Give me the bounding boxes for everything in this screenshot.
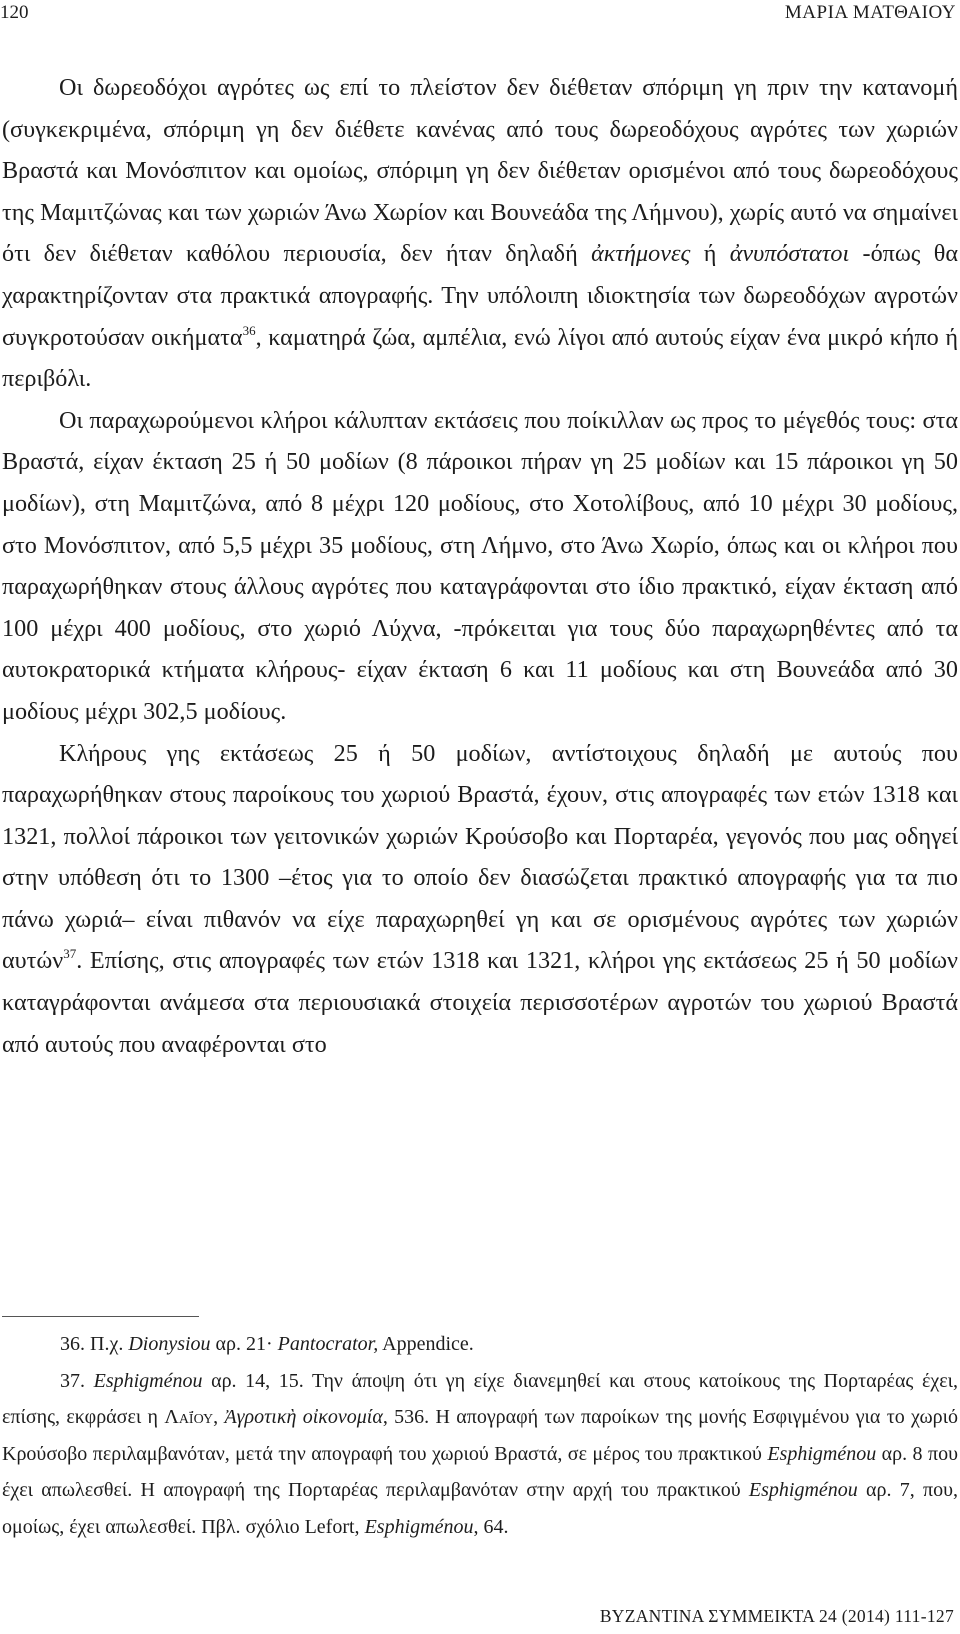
term-anypostatoi: ἀνυπόστατοι (729, 240, 850, 268)
footnote-ref-37[interactable]: 37 (63, 946, 77, 962)
footnote-37-text-g: , 64. (473, 1515, 509, 1538)
paragraph-1 (2, 67, 958, 400)
paragraph-1-text-d: , καματηρά ζώα, αμπέλια, ενώ λίγοι από αυτούς είχαν ένα μικρό κήπο ή περιβόλι. (2, 323, 958, 393)
paragraph-1-text-b: ή (690, 240, 730, 268)
paragraph-3-text-b: . Επίσης, στις απογραφές των ετών 1318 και 1321, κλήροι γης εκτάσεως 25 ή 50 μοδίων καταγράφονται ανάμεσα στα περιουσιακά στοιχεία περισσοτέρων αγροτών του χωριού Βραστά από αυτούς που αναφέρονται στο (2, 947, 958, 1058)
running-header (0, 0, 960, 28)
footnote-divider (2, 1316, 199, 1317)
page-number: 120 (0, 2, 29, 23)
main-text (2, 67, 958, 1065)
paragraph-2: Οι παραχωρούμενοι κλήροι κάλυπταν εκτάσεις που ποίκιλλαν ως προς το μέγεθός τους: στα Βραστά, είχαν έκταση 25 ή 50 μοδίων (8 πάροικοι πήραν γη 25 μοδίων και 15 πάροικοι γη 50 μοδίων), στη Μαμιτζώνα, από 8 μέχρι 120 μοδίους, στο Χοτολίβους, από 10 μέχρι 30 μοδίους, στο Μονόσπιτον, από 5,5 μέχρι 35 μοδίους, στη Λήμνο, στο Άνω Χωρίο, όπως και οι κλήροι που παραχωρήθηκαν στους άλλους αγρότες που καταγράφονται στο ίδιο πρακτικό, είχαν έκταση από 100 μέχρι 400 μοδίους, στο χωριό Λύχνα, -πρόκειται για τους δύο παραχωρηθέντες από τα αυτοκρατορικά κτήματα κλήρους- είχαν έκταση 6 και 11 μοδίους και στη Βουνεάδα από 30 μοδίους μέχρι 302,5 μοδίους. (2, 406, 958, 725)
footnotes (2, 1326, 958, 1545)
footnote-37-ref-esphigmenou-3: Esphigménou (748, 1479, 858, 1501)
footnote-37-text-a: 37. (60, 1369, 94, 1392)
footnote-37-text-e: αρ. 8 που έχει απωλεσθεί. Η απογραφή της Πορταρέας περιλαμβανόταν στην αρχή του πρακτικού (2, 1442, 958, 1501)
paragraph-1-text-c: -όπως θα χαρακτηρίζονταν στα πρακτικά απογραφής. Την υπόλοιπη ιδιοκτησία των δωρεοδόχων αγροτών συγκροτούσαν οικήματα (2, 240, 958, 351)
term-aktimones: ἀκτήμονες (591, 240, 691, 268)
footnote-36-ref-dionysiou: Dionysiou (128, 1333, 211, 1355)
footnote-37-title-agrotiki: Ἀγροτικὴ οἰκονομία (224, 1406, 383, 1428)
footnote-37-ref-esphigmenou: Esphigménou (93, 1369, 203, 1392)
footnote-37-text-f: αρ. 7, που, ομοίως, έχει απωλεσθεί. Πβλ. σχόλιο Lefort, (2, 1479, 958, 1538)
footnote-37-text-d: , 536. Η απογραφή των παροίκων της μονής Εσφιγμένου για το χωριό Κρούσοβο περιλαμβανόταν, μετά την απογραφή του χωριού Βραστά, σε μέρος του πρακτικού (2, 1406, 959, 1465)
footnote-37 (2, 1363, 958, 1546)
footnote-36-text-b: αρ. 21· (210, 1333, 278, 1355)
paragraph-3 (2, 733, 958, 1066)
footnote-36-text-c: Appendice. (378, 1333, 474, 1355)
footnote-37-author-laiou: Λαΐου (164, 1406, 214, 1428)
paragraph-3-text-a: Κλήρους γης εκτάσεως 25 ή 50 μοδίων, αντίστοιχους δηλαδή με αυτούς που παραχωρήθηκαν στους παροίκους του χωριού Βραστά, έχουν, στις απογραφές των ετών 1318 και 1321, πολλοί πάροικοι των γειτονικών χωριών Κρούσοβο και Πορταρέα, γεγονός που μας οδηγεί στην υπόθεση ότι το 1300 –έτος για το οποίο δεν διασώζεται πρακτικό απογραφής για τα πιο πάνω χωριά– είναι πιθανόν να είχε παραχωρηθεί γη και σε ορισμένους αγρότες των χωριών αυτών (2, 739, 958, 975)
footnote-36-text-a: 36. Π.χ. (60, 1333, 129, 1355)
footnote-37-text-c: , (213, 1406, 225, 1428)
footnote-37-text-b: αρ. 14, 15. Την άποψη ότι γη είχε διανεμηθεί και στους κατοίκους της Πορταρέας έχει, επίσης, εκφράσει η (2, 1369, 959, 1428)
footnote-ref-36[interactable]: 36 (242, 322, 256, 338)
running-head-author: ΜΑΡΙΑ ΜΑΤΘΑΙΟΥ (784, 2, 956, 23)
footnote-36-ref-pantocrator: Pantocrator, (277, 1333, 379, 1355)
journal-footer: BYZANTINA ΣΥΜΜΕΙΚΤΑ 24 (2014) 111-127 (599, 1606, 954, 1626)
footnote-37-ref-esphigmenou-4: Esphigménou (364, 1515, 474, 1538)
footnote-37-ref-esphigmenou-2: Esphigménou (767, 1442, 877, 1465)
footnote-36 (2, 1326, 958, 1363)
paragraph-1-text-a: Οι δωρεοδόχοι αγρότες ως επί το πλείστον δεν διέθεταν σπόριμη γη πριν την κατανομή (συγκεκριμένα, σπόριμη γη δεν διέθετε κανένας από τους δωρεοδόχους αγρότες των χωριών Βραστά και Μονόσπιτον και ομοίως, σπόριμη γη δεν διέθεταν ορισμένοι από τους δωρεοδόχους της Μαμιτζώνας και των χωριών Άνω Χωρίον και Βουνεάδα της Λήμνου), χωρίς αυτό να σημαίνει ότι δεν διέθεταν καθόλου περιουσία, δεν ήταν δηλαδή (2, 74, 958, 268)
